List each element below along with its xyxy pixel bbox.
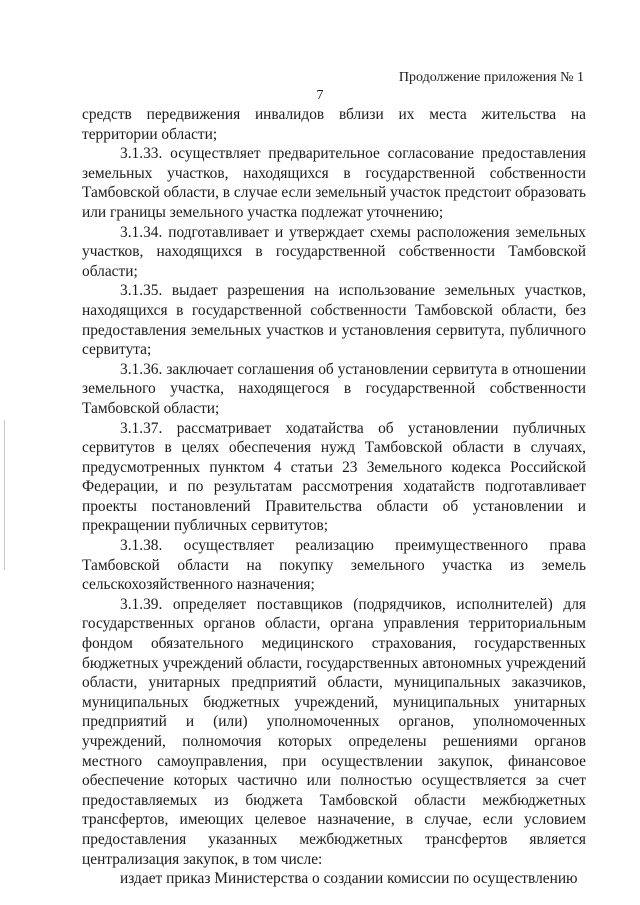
paragraph-3-1-37: 3.1.37. рассматривает ходатайства об установлении публичных сервитутов в целях обеспечения нужд Тамбовской области в случаях, предусмотренных пунктом 4 статьи 23 Земельного кодекса Российской Федерации, и по результатам рассмотрения ходатайств подготавливает проекты постановлений Правительства области об установлении и прекращении публичных сервитутов;	[82, 419, 586, 535]
paragraph-3-1-34: 3.1.34. подготавливает и утверждает схемы расположения земельных участков, находящихся в государственной собственности Тамбовской области;	[82, 223, 586, 280]
paragraph-3-1-39: 3.1.39. определяет поставщиков (подрядчиков, исполнителей) для государственных органов области, органа управления территориальным фондом обязательного медицинского страхования, государственных бюджетных учреждений области, государственных автономных учреждений области, унитарных предприятий области, муниципальных заказчиков, муниципальных бюджетных учреждений, муниципальных унитарных предприятий и (или) уполномоченных органов, уполномоченных учреждений, полномочия которых определены решениями органов местного самоуправления, при осуществлении закупок, финансовое обеспечение которых частично или полностью осуществляется за счет предоставляемых из бюджета Тамбовской области межбюджетных трансфертов, имеющих целевое назначение, в случае, если условием предоставления указанных межбюджетных трансфертов является централизация закупок, в том числе:	[82, 595, 586, 868]
page-number: 7	[316, 88, 324, 103]
paragraph-3-1-36: 3.1.36. заключает соглашения об установлении сервитута в отношении земельного участка, находящегося в государственной собственности Тамбовской области;	[82, 360, 586, 417]
paragraph-commission-order: издает приказ Министерства о создании комиссии по осуществлению	[120, 870, 578, 888]
paragraph-3-1-35: 3.1.35. выдает разрешения на использование земельных участков, находящихся в государственной собственности Тамбовской области, без предоставления земельных участков и установления сервитута, публичного сервитута;	[82, 282, 586, 359]
scan-edge-mark	[4, 420, 5, 570]
appendix-continuation-note: Продолжение приложения № 1	[398, 70, 584, 85]
document-body	[82, 105, 586, 889]
paragraph-3-1-38: 3.1.38. осуществляет реализацию преимущественного права Тамбовской области на покупку земельного участка из земель сельскохозяйственного назначения;	[82, 537, 586, 594]
paragraph-3-1-33: 3.1.33. осуществляет предварительное согласование предоставления земельных участков, находящихся в государственной собственности Тамбовской области, в случае если земельный участок предстоит образовать или границы земельного участка подлежат уточнению;	[82, 145, 586, 221]
paragraph-continuation: средств передвижения инвалидов вблизи их места жительства на территории области;	[82, 106, 586, 143]
